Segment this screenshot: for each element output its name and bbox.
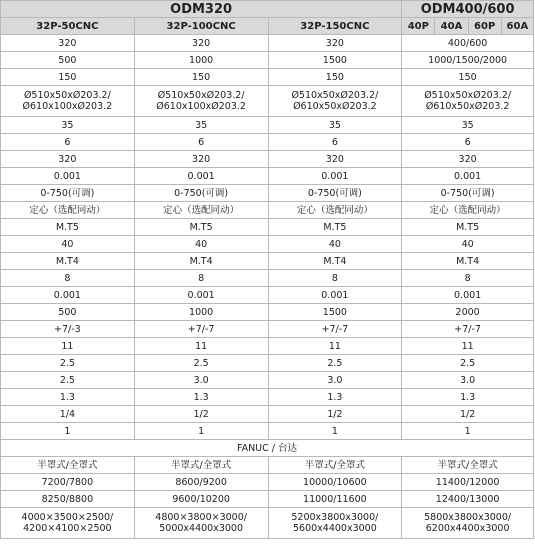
table-cell: 8250/8800 [1, 491, 135, 508]
table-cell: 1.3 [402, 389, 534, 406]
table-cell: 0.001 [134, 168, 268, 185]
table-cell: 0-750(可调) [134, 185, 268, 202]
table-cell: 5800x3800x3000/ 6200x4400x3000 [402, 508, 534, 539]
table-cell: 定心（选配同动） [402, 202, 534, 219]
table-cell: 定心（选配同动） [1, 202, 135, 219]
table-cell: 半罩式/全罩式 [1, 457, 135, 474]
table-cell: 2.5 [1, 372, 135, 389]
table-cell: 8600/9200 [134, 474, 268, 491]
table-cell: 1.3 [134, 389, 268, 406]
table-cell: 11000/11600 [268, 491, 402, 508]
table-cell: 8 [134, 270, 268, 287]
table-cell: 1500 [268, 52, 402, 69]
group-header-odm400-600: ODM400/600 [402, 1, 534, 18]
table-cell: M.T4 [402, 253, 534, 270]
table-cell: 1.3 [268, 389, 402, 406]
table-row [1, 389, 534, 406]
table-cell: 1 [402, 423, 534, 440]
model-header: 32P-100CNC [134, 18, 268, 35]
table-row [1, 321, 534, 338]
table-cell: 6 [402, 134, 534, 151]
control-system-row: FANUC / 台达 [1, 440, 534, 457]
table-cell: 0.001 [1, 287, 135, 304]
table-cell: 1000/1500/2000 [402, 52, 534, 69]
table-row [1, 372, 534, 389]
table-cell: 2000 [402, 304, 534, 321]
table-cell: 320 [268, 151, 402, 168]
table-row [1, 35, 534, 52]
sub-model-header: 40A [435, 18, 468, 35]
table-cell: 0-750(可调) [268, 185, 402, 202]
table-cell: 1 [268, 423, 402, 440]
table-cell: 11400/12000 [402, 474, 534, 491]
table-cell: 2.5 [402, 355, 534, 372]
table-cell: 11 [134, 338, 268, 355]
table-row [1, 355, 534, 372]
table-cell: M.T4 [1, 253, 135, 270]
table-row [1, 168, 534, 185]
spec-rows-2 [1, 457, 534, 539]
table-row [1, 151, 534, 168]
table-cell: Ø510x50xØ203.2/ Ø610x100xØ203.2 [134, 86, 268, 117]
table-cell: 1/2 [402, 406, 534, 423]
table-cell: 40 [268, 236, 402, 253]
table-cell: 定心（选配同动） [134, 202, 268, 219]
table-cell: 150 [1, 69, 135, 86]
table-cell: 7200/7800 [1, 474, 135, 491]
table-cell: 320 [134, 151, 268, 168]
table-cell: 3.0 [268, 372, 402, 389]
table-cell: 1000 [134, 52, 268, 69]
table-cell: 9600/10200 [134, 491, 268, 508]
table-cell: 11 [402, 338, 534, 355]
model-header: 32P-50CNC [1, 18, 135, 35]
table-cell: 0.001 [134, 287, 268, 304]
table-cell: 半罩式/全罩式 [268, 457, 402, 474]
sub-model-header: 60P [468, 18, 501, 35]
table-cell: 35 [1, 117, 135, 134]
table-cell: 0.001 [402, 287, 534, 304]
table-cell: 1500 [268, 304, 402, 321]
table-cell: 半罩式/全罩式 [402, 457, 534, 474]
table-cell: 400/600 [402, 35, 534, 52]
table-cell: 500 [1, 52, 135, 69]
model-header: 32P-150CNC [268, 18, 402, 35]
table-row [1, 457, 534, 474]
table-cell: 0.001 [268, 168, 402, 185]
table-cell: M.T5 [268, 219, 402, 236]
table-row [1, 236, 534, 253]
table-row [1, 423, 534, 440]
table-cell: +7/-7 [134, 321, 268, 338]
table-row [1, 219, 534, 236]
table-row [1, 253, 534, 270]
table-cell: 320 [268, 35, 402, 52]
table-cell: 35 [402, 117, 534, 134]
table-cell: M.T5 [1, 219, 135, 236]
table-cell: Ø510x50xØ203.2/ Ø610x100xØ203.2 [1, 86, 135, 117]
table-cell: 6 [134, 134, 268, 151]
table-cell: 12400/13000 [402, 491, 534, 508]
table-cell: 1 [134, 423, 268, 440]
table-cell: 1000 [134, 304, 268, 321]
table-cell: 35 [268, 117, 402, 134]
table-row [1, 134, 534, 151]
table-cell: 320 [134, 35, 268, 52]
spec-rows [1, 35, 534, 440]
table-cell: 2.5 [134, 355, 268, 372]
table-cell: 4800×3800×3000/ 5000x4400x3000 [134, 508, 268, 539]
table-cell: 0-750(可调) [1, 185, 135, 202]
group-header-odm320: ODM320 [1, 1, 402, 18]
table-cell: Ø510x50xØ203.2/ Ø610x50xØ203.2 [268, 86, 402, 117]
table-cell: 1/2 [134, 406, 268, 423]
table-cell: 320 [1, 151, 135, 168]
table-row [1, 406, 534, 423]
table-cell: 4000×3500×2500/ 4200×4100×2500 [1, 508, 135, 539]
table-row [1, 338, 534, 355]
table-row [1, 270, 534, 287]
table-row [1, 474, 534, 491]
table-cell: 5200x3800x3000/ 5600x4400x3000 [268, 508, 402, 539]
table-row [1, 287, 534, 304]
table-cell: +7/-7 [268, 321, 402, 338]
table-cell: +7/-3 [1, 321, 135, 338]
table-cell: 150 [134, 69, 268, 86]
table-cell: 35 [134, 117, 268, 134]
table-cell: 320 [1, 35, 135, 52]
table-cell: 8 [402, 270, 534, 287]
table-row [1, 185, 534, 202]
table-cell: 3.0 [134, 372, 268, 389]
table-cell: M.T5 [402, 219, 534, 236]
table-row [1, 508, 534, 539]
table-cell: M.T4 [268, 253, 402, 270]
table-row [1, 491, 534, 508]
table-cell: 1 [1, 423, 135, 440]
table-cell: 1/4 [1, 406, 135, 423]
table-cell: 3.0 [402, 372, 534, 389]
table-cell: 150 [402, 69, 534, 86]
table-cell: M.T5 [134, 219, 268, 236]
table-cell: 500 [1, 304, 135, 321]
table-row [1, 202, 534, 219]
table-cell: 150 [268, 69, 402, 86]
table-cell: 半罩式/全罩式 [134, 457, 268, 474]
table-cell: 320 [402, 151, 534, 168]
table-cell: 11 [1, 338, 135, 355]
table-cell: 1.3 [1, 389, 135, 406]
table-row [1, 52, 534, 69]
table-cell: 6 [268, 134, 402, 151]
table-cell: 8 [268, 270, 402, 287]
table-cell: 10000/10600 [268, 474, 402, 491]
table-cell: 11 [268, 338, 402, 355]
table-cell: Ø510x50xØ203.2/ Ø610x50xØ203.2 [402, 86, 534, 117]
table-row [1, 117, 534, 134]
table-cell: 2.5 [1, 355, 135, 372]
table-row [1, 69, 534, 86]
table-cell: M.T4 [134, 253, 268, 270]
table-cell: 0.001 [1, 168, 135, 185]
table-row [1, 86, 534, 117]
table-cell: 0.001 [402, 168, 534, 185]
sub-model-header: 40P [402, 18, 435, 35]
table-cell: 1/2 [268, 406, 402, 423]
table-cell: 定心（选配同动） [268, 202, 402, 219]
table-cell: 0.001 [268, 287, 402, 304]
sub-model-header: 60A [501, 18, 533, 35]
table-cell: +7/-7 [402, 321, 534, 338]
table-cell: 40 [402, 236, 534, 253]
table-cell: 6 [1, 134, 135, 151]
table-row [1, 304, 534, 321]
table-cell: 40 [134, 236, 268, 253]
table-cell: 0-750(可调) [402, 185, 534, 202]
table-cell: 8 [1, 270, 135, 287]
table-cell: 40 [1, 236, 135, 253]
table-cell: 2.5 [268, 355, 402, 372]
